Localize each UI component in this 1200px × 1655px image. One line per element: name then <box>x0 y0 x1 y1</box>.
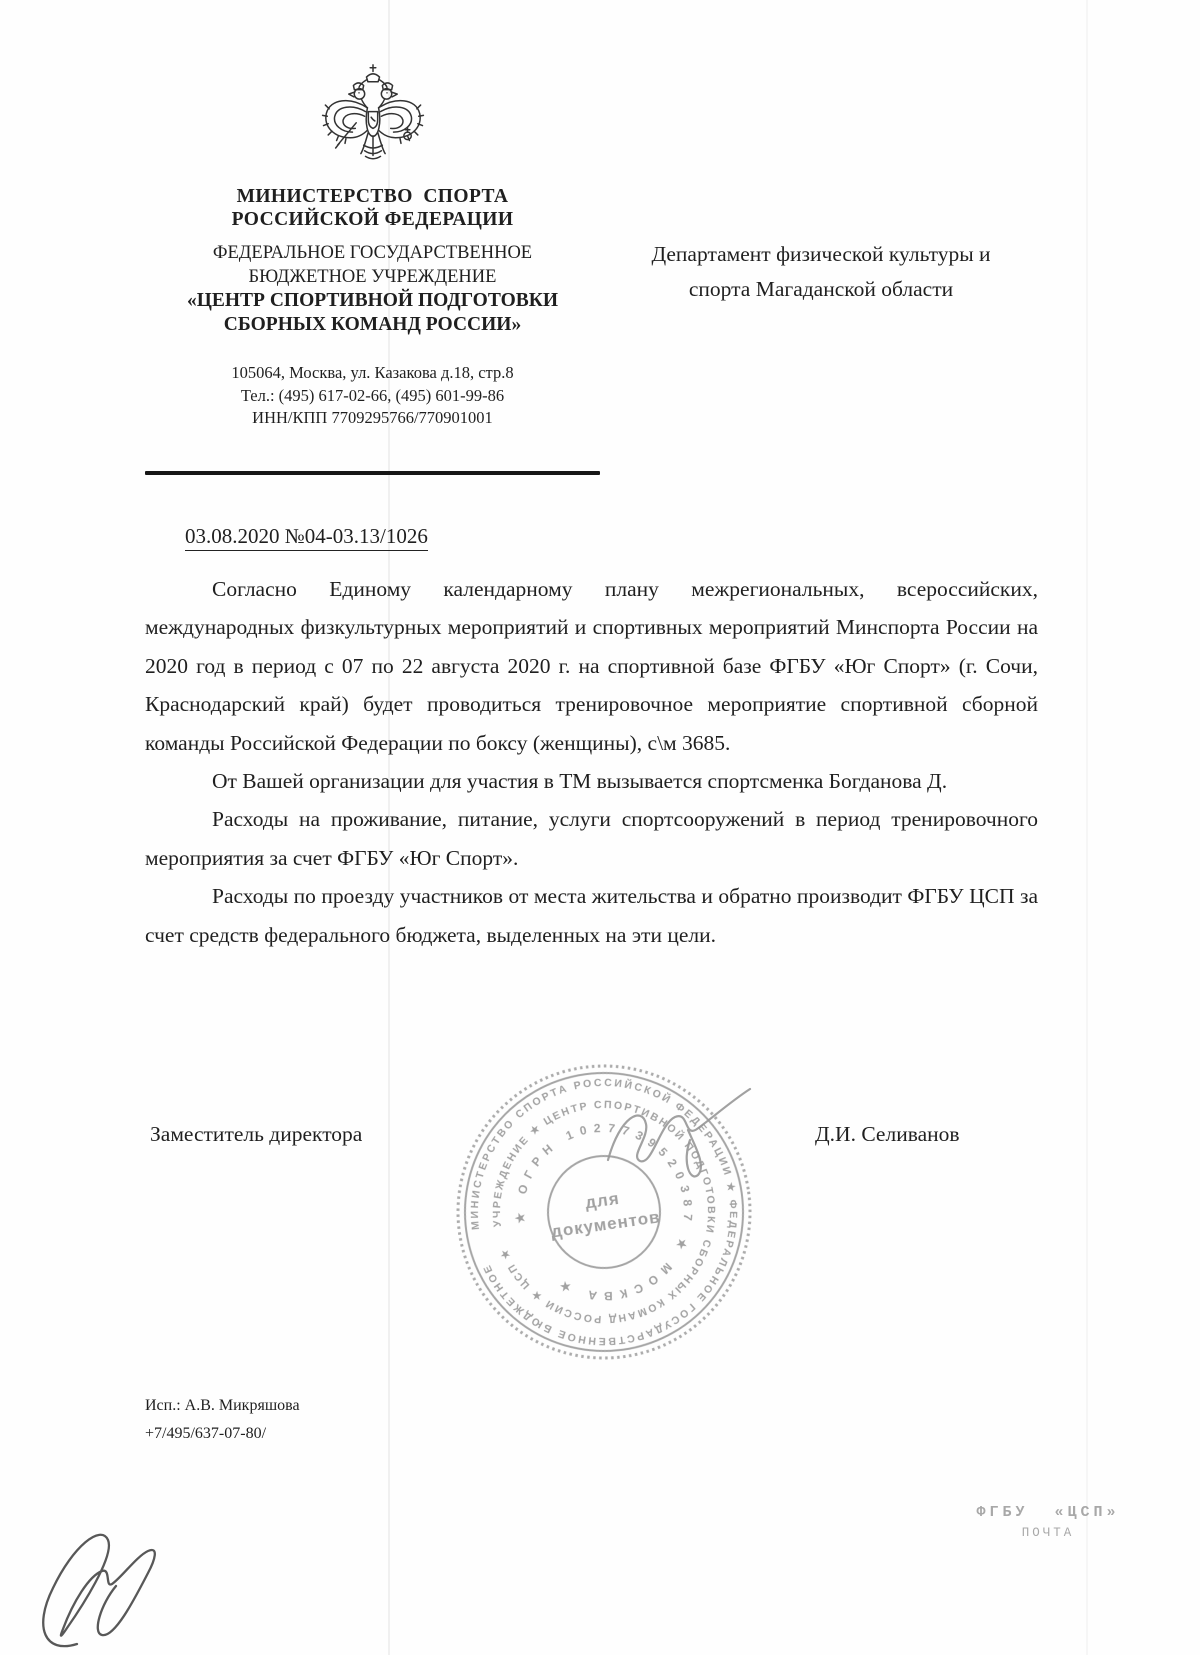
mail-stamp <box>968 1504 1128 1540</box>
sender-inn-kpp: ИНН/КПП 7709295766/770901001 <box>252 408 493 427</box>
stamp-center-line1: для <box>583 1188 621 1213</box>
recipient-line1: Департамент физической культуры и <box>651 242 991 266</box>
org-type-line2: БЮДЖЕТНОЕ УЧРЕЖДЕНИЕ <box>248 266 497 287</box>
body-paragraph-2: От Вашей организации для участия в ТМ вызывается спортсменка Богданова Д. <box>212 769 948 794</box>
mail-stamp-org: ФГБУ «ЦСП» <box>976 1504 1120 1521</box>
recipient-line2: спорта Магаданской области <box>688 277 954 301</box>
stamp-center-line2: документов <box>549 1207 662 1242</box>
sender-address: 105064, Москва, ул. Казакова д.18, стр.8 <box>231 363 514 382</box>
date-and-number: 03.08.2020 №04-03.13/1026 <box>185 524 428 551</box>
body-paragraph-4: Расходы по проезду участников от места жительства и обратно производит ФГБУ ЦСП за счет средств федерального бюджета, выделенных на эти цели. <box>145 884 1038 947</box>
handwriting-scribble-icon <box>15 1512 265 1655</box>
body-paragraph-1: Согласно Единому календарному плану межрегиональных, всероссийских, международных физкультурных мероприятий и спортивных мероприятий Минспорта России на 2020 год в период с 07 по 22 августа 2020 г. на спортивной базе ФГБУ «Юг Спорт» (г. Сочи, Краснодарский край) будет проводиться тренировочное мероприятие спортивной сборной команды Российской Федерации по боксу (женщины), с\м 3685. <box>145 577 1038 755</box>
org-type-line1: ФЕДЕРАЛЬНОЕ ГОСУДАРСТВЕННОЕ <box>212 243 533 263</box>
stamp-ring3-text: ★ ОГРН 1027739520387 ★ МОСКВА ★ <box>512 1120 696 1304</box>
letterhead-sender-block <box>145 60 600 475</box>
body-paragraph-3: Расходы на проживание, питание, услуги спортсооружений в период тренировочного мероприятия за счет ФГБУ «Юг Спорт». <box>145 807 1038 870</box>
reference-line <box>185 524 428 549</box>
mail-stamp-label: ПОЧТА <box>1021 1526 1075 1540</box>
ministry-name-line1: МИНИСТЕРСТВО СПОРТА <box>236 186 509 207</box>
coat-of-arms-icon <box>317 60 429 180</box>
executor-block <box>145 1392 300 1448</box>
signer-title: Заместитель директора <box>150 1122 363 1146</box>
executor-phone: +7/495/637-07-80/ <box>145 1425 267 1442</box>
org-name-line1: «ЦЕНТР СПОРТИВНОЙ ПОДГОТОВКИ <box>186 290 559 311</box>
letter-body <box>145 570 1038 954</box>
org-name-line2: СБОРНЫХ КОМАНД РОССИИ» <box>223 314 522 335</box>
stamp-ring2-text: УЧРЕЖДЕНИЕ ★ ЦЕНТР СПОРТИВНОЙ ПОДГОТОВКИ СБОРНЫХ КОМАНД РОССИИ ★ ЦСП ★ <box>490 1098 718 1326</box>
signer-name: Д.И. Селиванов <box>815 1122 960 1146</box>
stamp-ring1-text: МИНИСТЕРСТВО СПОРТА РОССИЙСКОЙ ФЕДЕРАЦИИ ★ ФЕДЕРАЛЬНОЕ ГОСУДАРСТВЕННОЕ БЮДЖЕТНОЕ <box>468 1076 740 1348</box>
letterhead-divider-line <box>145 471 600 475</box>
ministry-name-line2: РОССИЙСКОЙ ФЕДЕРАЦИИ <box>231 208 514 230</box>
sender-phones: Тел.: (495) 617-02-66, (495) 601-99-86 <box>240 385 505 405</box>
recipient-block <box>605 237 1037 307</box>
scan-fold-line-2 <box>1086 0 1088 1655</box>
signature-icon <box>590 1072 805 1200</box>
executor-name: Исп.: А.В. Микряшова <box>145 1397 300 1414</box>
